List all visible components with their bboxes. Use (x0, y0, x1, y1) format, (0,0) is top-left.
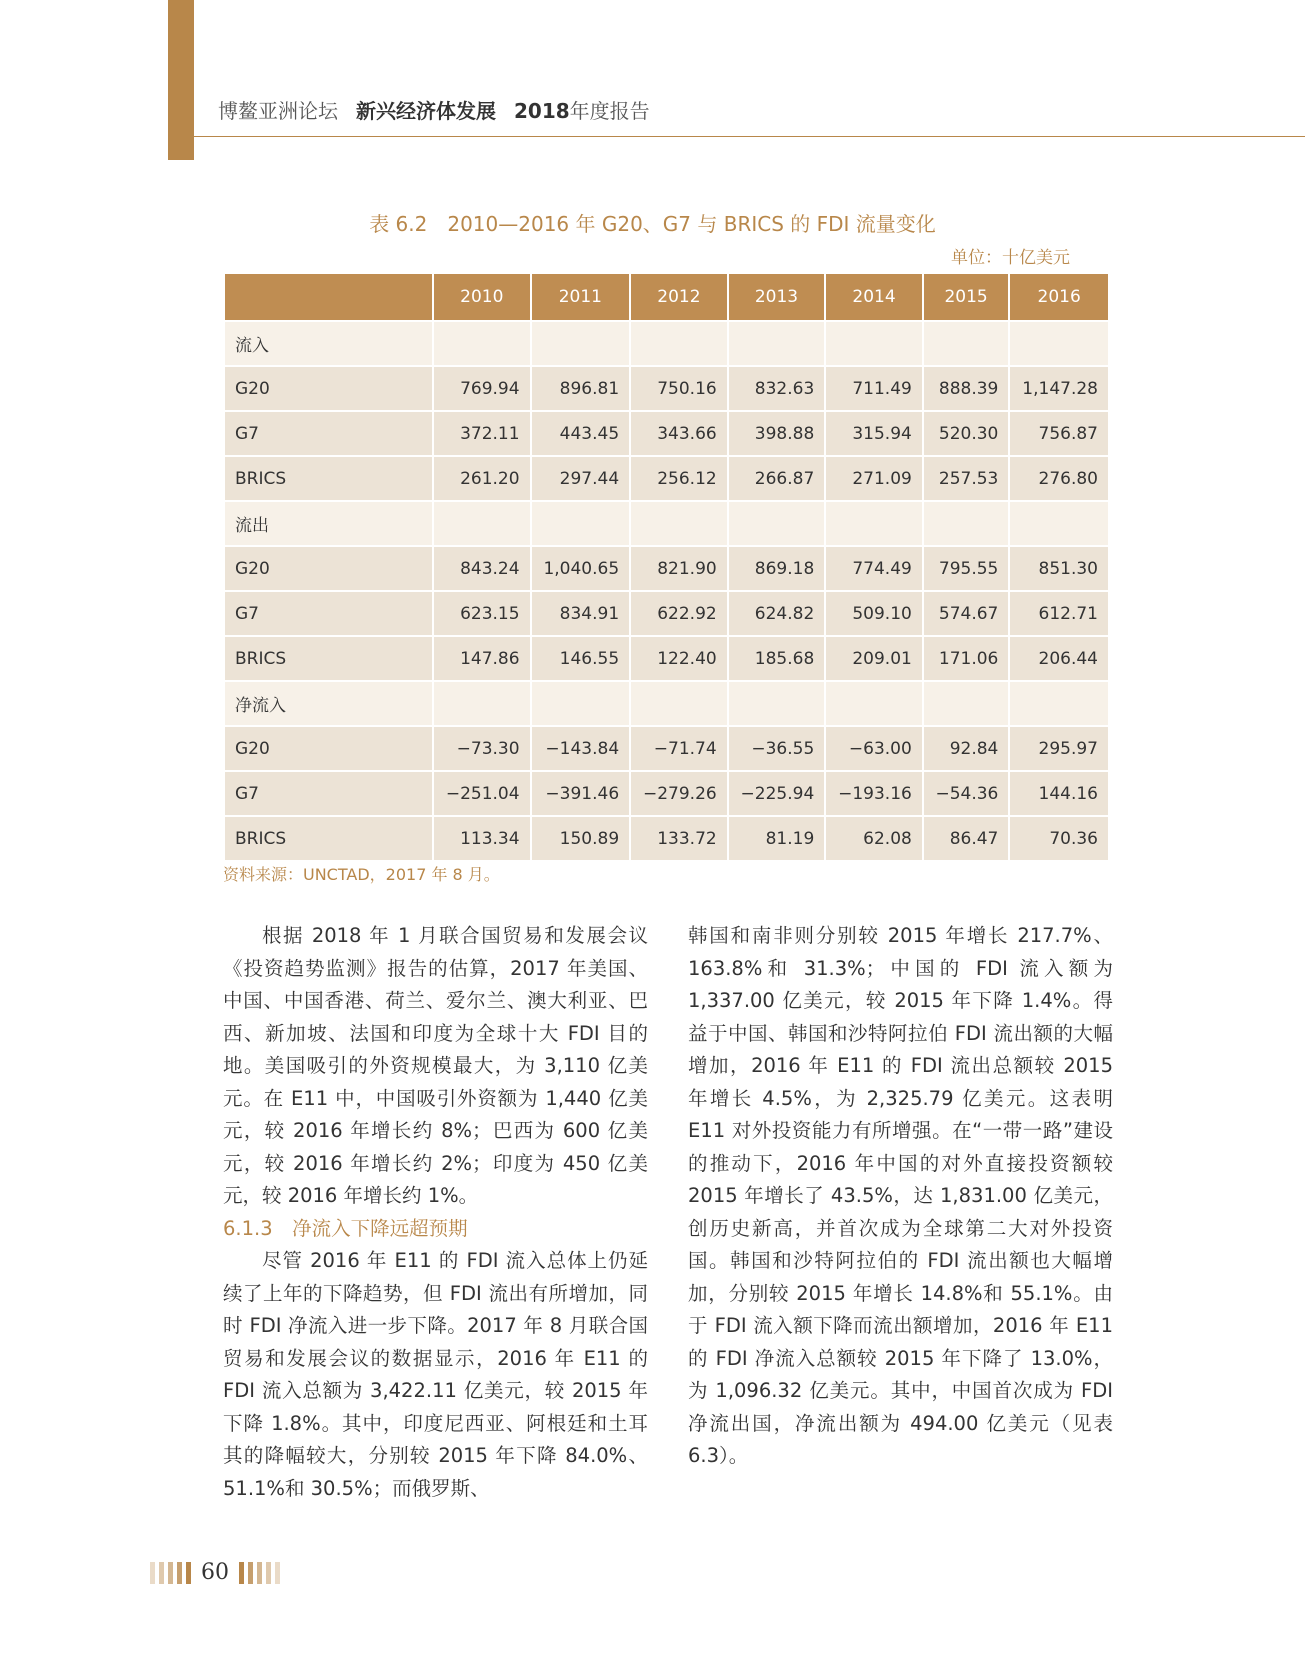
group-label: 净流入 (225, 682, 432, 727)
table-row (225, 817, 1108, 862)
value-cell: 343.66 (631, 412, 727, 457)
header-forum: 博鳌亚洲论坛 (218, 99, 338, 123)
group-label: 流入 (225, 322, 432, 367)
value-cell: 133.72 (631, 817, 727, 862)
table-row (225, 367, 1108, 412)
value-cell: −193.16 (826, 772, 922, 817)
year-header: 2016 (1010, 274, 1108, 322)
year-header: 2011 (532, 274, 630, 322)
table-row (225, 727, 1108, 772)
value-cell: 623.15 (434, 592, 530, 637)
group-empty-cell (631, 682, 727, 727)
group-empty-cell (1010, 322, 1108, 367)
value-cell: 206.44 (1010, 637, 1108, 682)
group-empty-cell (631, 322, 727, 367)
table-header-row (225, 274, 1108, 322)
value-cell: 209.01 (826, 637, 922, 682)
row-label: G7 (225, 592, 432, 637)
group-label: 流出 (225, 502, 432, 547)
value-cell: −251.04 (434, 772, 530, 817)
text-column-right (688, 920, 1113, 1473)
group-empty-cell (532, 682, 630, 727)
value-cell: 624.82 (729, 592, 825, 637)
page-number: 60 (201, 1560, 229, 1585)
table-row (225, 412, 1108, 457)
section-heading: 6.1.3 净流入下降远超预期 (223, 1216, 468, 1240)
group-empty-cell (434, 502, 530, 547)
value-cell: 86.47 (924, 817, 1009, 862)
value-cell: 443.45 (532, 412, 630, 457)
group-empty-cell (434, 682, 530, 727)
value-cell: 869.18 (729, 547, 825, 592)
value-cell: 297.44 (532, 457, 630, 502)
value-cell: 150.89 (532, 817, 630, 862)
table-body (225, 322, 1108, 862)
group-empty-cell (924, 502, 1009, 547)
value-cell: 62.08 (826, 817, 922, 862)
row-label: G7 (225, 772, 432, 817)
group-empty-cell (631, 502, 727, 547)
page-footer (150, 1560, 280, 1585)
row-label: G7 (225, 412, 432, 457)
group-empty-cell (729, 322, 825, 367)
row-label: G20 (225, 727, 432, 772)
row-label: G20 (225, 547, 432, 592)
value-cell: −391.46 (532, 772, 630, 817)
table-group-row (225, 682, 1108, 727)
group-empty-cell (532, 322, 630, 367)
group-empty-cell (1010, 682, 1108, 727)
value-cell: 612.71 (1010, 592, 1108, 637)
group-empty-cell (1010, 502, 1108, 547)
value-cell: 70.36 (1010, 817, 1108, 862)
table-row (225, 457, 1108, 502)
value-cell: 92.84 (924, 727, 1009, 772)
group-empty-cell (826, 322, 922, 367)
value-cell: 756.87 (1010, 412, 1108, 457)
table-row (225, 592, 1108, 637)
value-cell: 509.10 (826, 592, 922, 637)
running-header (218, 95, 650, 124)
value-cell: 113.34 (434, 817, 530, 862)
row-label: BRICS (225, 817, 432, 862)
value-cell: 295.97 (1010, 727, 1108, 772)
table-title: 表 6.2 2010—2016 年 G20、G7 与 BRICS 的 FDI 流量变化 (369, 212, 936, 236)
row-label: BRICS (225, 637, 432, 682)
value-cell: 520.30 (924, 412, 1009, 457)
value-cell: 146.55 (532, 637, 630, 682)
text-column-left (223, 920, 648, 1505)
header-rule (194, 136, 1305, 137)
header-suffix: 年度报告 (569, 99, 650, 123)
value-cell: 774.49 (826, 547, 922, 592)
group-empty-cell (434, 322, 530, 367)
header-title: 新兴经济体发展 (356, 99, 496, 123)
header-year: 2018 (514, 99, 570, 123)
table-source: 资料来源：UNCTAD，2017 年 8 月。 (223, 865, 500, 884)
value-cell: 185.68 (729, 637, 825, 682)
value-cell: 266.87 (729, 457, 825, 502)
value-cell: 769.94 (434, 367, 530, 412)
row-label: BRICS (225, 457, 432, 502)
value-cell: −73.30 (434, 727, 530, 772)
footer-stripes-right (239, 1562, 280, 1584)
table-row (225, 637, 1108, 682)
value-cell: 81.19 (729, 817, 825, 862)
value-cell: 622.92 (631, 592, 727, 637)
paragraph: 韩国和南非则分别较 2015 年增长 217.7%、163.8%和 31.3%；中国的 FDI 流入额为 1,337.00 亿美元，较 2015 年下降 1.4%。得益于中国、韩国和沙特阿拉伯 FDI 流出额的大幅增加，2016 年 E11 的 FDI 流出总额较 2015 年增长 4.5%，为 2,325.79 亿美元。这表明 E11 对外投资能力有所增强。在“一带一路”建设的推动下，2016 年中国的对外直接投资额较 2015 年增长了 43.5%，达 1,831.00 亿美元，创历史新高，并首次成为全球第二大对外投资国。韩国和沙特阿拉伯的 FDI 流出额也大幅增加，分别较 2015 年增长 14.8%和 55.1%。由于 FDI 流入额下降而流出额增加，2016 年 E11 的 FDI 净流入总额较 2015 年下降了 13.0%，为 1,096.32 亿美元。其中，中国首次成为 FDI 净流出国，净流出额为 494.00 亿美元（见表 6.3）。 (688, 924, 1113, 1467)
value-cell: 147.86 (434, 637, 530, 682)
value-cell: −63.00 (826, 727, 922, 772)
value-cell: 261.20 (434, 457, 530, 502)
table-unit: 单位：十亿美元 (951, 248, 1070, 268)
value-cell: 122.40 (631, 637, 727, 682)
year-header: 2013 (729, 274, 825, 322)
footer-stripes-left (150, 1562, 191, 1584)
value-cell: 834.91 (532, 592, 630, 637)
row-label: G20 (225, 367, 432, 412)
value-cell: 1,040.65 (532, 547, 630, 592)
table-row (225, 772, 1108, 817)
year-header: 2014 (826, 274, 922, 322)
value-cell: −54.36 (924, 772, 1009, 817)
year-header: 2012 (631, 274, 727, 322)
value-cell: −143.84 (532, 727, 630, 772)
group-empty-cell (826, 502, 922, 547)
group-empty-cell (729, 502, 825, 547)
value-cell: 711.49 (826, 367, 922, 412)
value-cell: −279.26 (631, 772, 727, 817)
table-group-row (225, 322, 1108, 367)
table-row (225, 547, 1108, 592)
value-cell: 144.16 (1010, 772, 1108, 817)
value-cell: 171.06 (924, 637, 1009, 682)
group-empty-cell (924, 682, 1009, 727)
table-corner-cell (225, 274, 432, 322)
value-cell: 896.81 (532, 367, 630, 412)
value-cell: 315.94 (826, 412, 922, 457)
value-cell: 574.67 (924, 592, 1009, 637)
year-header: 2010 (434, 274, 530, 322)
value-cell: 257.53 (924, 457, 1009, 502)
value-cell: 372.11 (434, 412, 530, 457)
value-cell: 750.16 (631, 367, 727, 412)
value-cell: 271.09 (826, 457, 922, 502)
paragraph: 根据 2018 年 1 月联合国贸易和发展会议《投资趋势监测》报告的估算，2017 年美国、中国、中国香港、荷兰、爱尔兰、澳大利亚、巴西、新加坡、法国和印度为全球十大 FDI 目的地。美国吸引的外资规模最大，为 3,110 亿美元。在 E11 中，中国吸引外资额为 1,440 亿美元，较 2016 年增长约 8%；巴西为 600 亿美元，较 2016 年增长约 2%；印度为 450 亿美元，较 2016 年增长约 1%。 (223, 924, 648, 1207)
value-cell: 821.90 (631, 547, 727, 592)
fdi-table (223, 274, 1110, 862)
value-cell: 256.12 (631, 457, 727, 502)
header-accent-bar (168, 0, 194, 160)
value-cell: 888.39 (924, 367, 1009, 412)
group-empty-cell (532, 502, 630, 547)
value-cell: 843.24 (434, 547, 530, 592)
value-cell: 276.80 (1010, 457, 1108, 502)
header-year-block (514, 95, 650, 124)
value-cell: −71.74 (631, 727, 727, 772)
group-empty-cell (826, 682, 922, 727)
value-cell: 832.63 (729, 367, 825, 412)
value-cell: −36.55 (729, 727, 825, 772)
paragraph: 尽管 2016 年 E11 的 FDI 流入总体上仍延续了上年的下降趋势，但 FDI 流出有所增加，同时 FDI 净流入进一步下降。2017 年 8 月联合国贸易和发展会议的数据显示，2016 年 E11 的 FDI 流入总额为 3,422.11 亿美元，较 2015 年下降 1.8%。其中，印度尼西亚、阿根廷和土耳其的降幅较大，分别较 2015 年下降 84.0%、51.1%和 30.5%；而俄罗斯、 (223, 1249, 648, 1500)
year-header: 2015 (924, 274, 1009, 322)
value-cell: −225.94 (729, 772, 825, 817)
table-group-row (225, 502, 1108, 547)
group-empty-cell (924, 322, 1009, 367)
value-cell: 398.88 (729, 412, 825, 457)
group-empty-cell (729, 682, 825, 727)
value-cell: 851.30 (1010, 547, 1108, 592)
value-cell: 795.55 (924, 547, 1009, 592)
value-cell: 1,147.28 (1010, 367, 1108, 412)
